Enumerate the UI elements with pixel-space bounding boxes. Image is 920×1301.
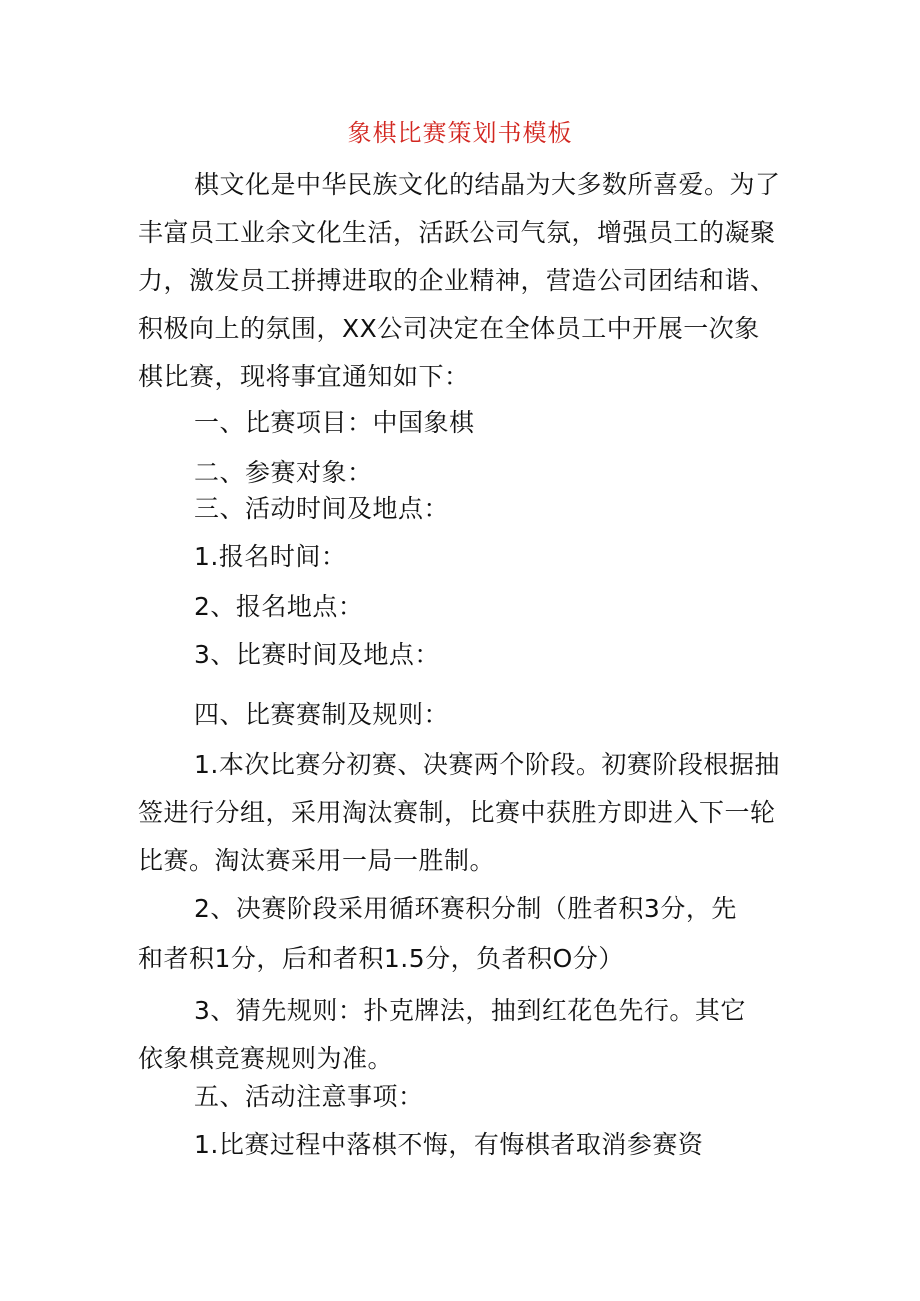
paragraph-line: 签进行分组，采用淘汰赛制，比赛中获胜方即进入下一轮 — [138, 798, 776, 827]
document-title: 象棋比赛策划书模板 — [347, 119, 573, 147]
section-heading: 三、活动时间及地点： — [194, 494, 450, 523]
paragraph-line: 比赛。淘汰赛采用一局一胜制。 — [138, 846, 496, 875]
section-heading: 五、活动注意事项： — [194, 1082, 424, 1111]
list-item: 1.报名时间： — [194, 542, 347, 571]
paragraph-line: 棋比赛，现将事宜通知如下： — [138, 362, 470, 391]
paragraph-line: 棋文化是中华民族文化的结晶为大多数所喜爱。为了 — [194, 170, 781, 199]
list-item: 3、比赛时间及地点： — [194, 640, 440, 669]
paragraph-line: 积极向上的氛围，XX公司决定在全体员工中开展一次象 — [138, 314, 760, 343]
section-heading: 一、比赛项目：中国象棋 — [194, 408, 475, 437]
paragraph-line: 2、决赛阶段采用循环赛积分制（胜者积3分，先 — [194, 894, 737, 923]
section-heading: 二、参赛对象： — [194, 458, 373, 487]
paragraph-line: 和者积1分，后和者积1.5分，负者积O分） — [138, 944, 624, 973]
paragraph-line: 丰富员工业余文化生活，活跃公司气氛，增强员工的凝聚 — [138, 218, 776, 247]
paragraph-line: 1.本次比赛分初赛、决赛两个阶段。初赛阶段根据抽 — [194, 750, 780, 779]
paragraph-line: 依象棋竞赛规则为准。 — [138, 1044, 394, 1073]
section-heading: 四、比赛赛制及规则： — [194, 700, 450, 729]
paragraph-line: 力，激发员工拼搏进取的企业精神，营造公司团结和谐、 — [138, 266, 776, 295]
list-item: 1.比赛过程中落棋不悔，有悔棋者取消参赛资 — [194, 1130, 704, 1159]
paragraph-line: 3、猜先规则：扑克牌法，抽到红花色先行。其它 — [194, 996, 746, 1025]
list-item: 2、报名地点： — [194, 592, 364, 621]
